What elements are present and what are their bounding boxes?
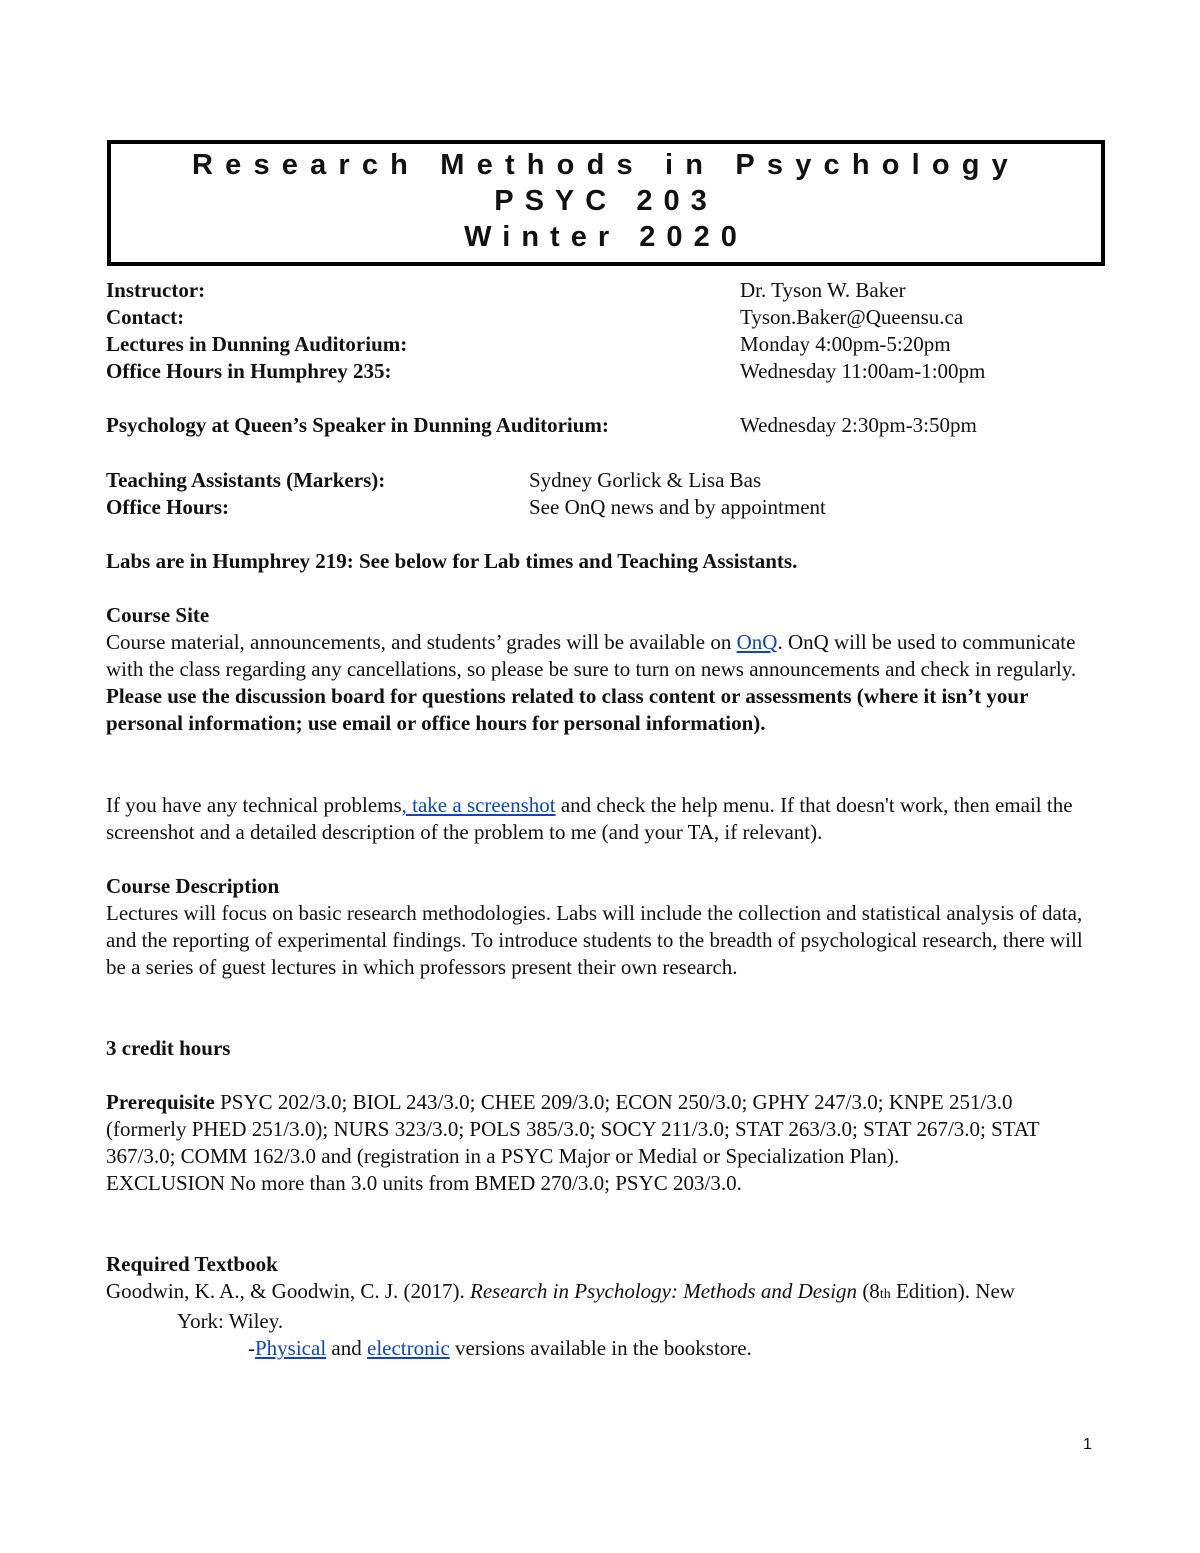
citation-publisher: York: Wiley. <box>177 1309 284 1333</box>
speaker-label: Psychology at Queen’s Speaker in Dunning Auditorium: <box>106 413 609 437</box>
speaker-row <box>106 412 1106 439</box>
course-site-text-1: Course material, announcements, and students’ grades will be available on <box>106 630 737 654</box>
prerequisite-text: PSYC 202/3.0; BIOL 243/3.0; CHEE 209/3.0; ECON 250/3.0; GPHY 247/3.0; KNPE 251/3.0 (formerly PHED 251/3.0); NURS 323/3.0; POLS 385/3.0; SOCY 211/3.0; STAT 263/3.0; STAT 267/3.0; STAT 367/3.0; COMM 162/3.0 and (registration in a PSYC Major or Medial or Specialization Plan). <box>106 1090 1040 1168</box>
citation-authors: Goodwin, K. A., & Goodwin, C. J. (2017). <box>106 1279 471 1303</box>
prerequisite-section <box>106 1089 1096 1197</box>
course-site-section <box>106 602 1096 737</box>
course-site-heading: Course Site <box>106 603 210 627</box>
course-description-heading: Course Description <box>106 874 280 898</box>
tech-text-2: and check the help menu. If that doesn't work, then email the screenshot and a detailed description of the problem to me (and your TA, if relevant). <box>106 793 1073 844</box>
speaker-time: Wednesday 2:30pm-3:50pm <box>740 413 977 437</box>
course-description-text: Lectures will focus on basic research methodologies. Labs will include the collection and statistical analysis of data, and the reporting of experimental findings. To introduce students to the breadth of psychological research, there will be a series of guest lectures in which professors present their own research. <box>106 901 1083 979</box>
availability-and: and <box>326 1336 367 1360</box>
contact-email: Tyson.Baker@Queensu.ca <box>740 305 964 329</box>
labs-note: Labs are in Humphrey 219: See below for Lab times and Teaching Assistants. <box>106 549 798 573</box>
textbook-availability <box>106 1335 1096 1362</box>
citation-title: Research in Psychology: Methods and Design <box>470 1279 858 1303</box>
course-term: Winter 2020 <box>464 221 748 253</box>
citation-edition-pre: (8 <box>857 1279 880 1303</box>
course-code: PSYC 203 <box>494 185 718 217</box>
course-title: Research Methods in Psychology <box>192 149 1020 181</box>
page-number: 1 <box>1083 1436 1092 1453</box>
physical-link[interactable]: Physical <box>255 1336 327 1360</box>
course-description-section <box>106 873 1096 981</box>
instructor-label: Instructor: <box>106 278 206 302</box>
electronic-link[interactable]: electronic <box>367 1336 450 1360</box>
ta-row <box>106 467 1106 494</box>
citation-edition-post: Edition). New <box>890 1279 1015 1303</box>
office-hours-row <box>106 358 1106 385</box>
lectures-time: Monday 4:00pm-5:20pm <box>740 332 951 356</box>
onq-link[interactable]: OnQ <box>736 630 778 654</box>
contact-label: Contact: <box>106 305 185 329</box>
textbook-heading: Required Textbook <box>106 1252 278 1276</box>
ta-office-label: Office Hours: <box>106 495 230 519</box>
instructor-value: Dr. Tyson W. Baker <box>740 278 906 302</box>
office-hours-time: Wednesday 11:00am-1:00pm <box>740 359 986 383</box>
availability-post: versions available in the bookstore. <box>449 1336 752 1360</box>
office-hours-label: Office Hours in Humphrey 235: <box>106 359 392 383</box>
course-site-paragraph <box>106 629 1096 737</box>
ta-label: Teaching Assistants (Markers): <box>106 468 386 492</box>
ta-names: Sydney Gorlick & Lisa Bas <box>529 468 762 492</box>
textbook-section <box>106 1251 1096 1362</box>
textbook-citation <box>106 1278 1096 1308</box>
prerequisite-paragraph <box>106 1089 1096 1170</box>
tech-text-1: If you have any technical problems <box>106 793 402 817</box>
citation-edition-sup: th <box>879 1287 891 1302</box>
contact-row <box>106 304 1106 331</box>
exclusion-text: EXCLUSION No more than 3.0 units from BMED 270/3.0; PSYC 203/3.0. <box>106 1171 742 1195</box>
course-site-text-2: . OnQ will be used to communicate with the class regarding any cancellations, so please be sure to turn on news announcements and check in regularly. <box>106 630 1077 681</box>
prerequisite-label: Prerequisite <box>106 1090 215 1114</box>
course-title-box <box>107 140 1105 266</box>
discussion-board-note: Please use the discussion board for questions related to class content or assessments (where it isn’t your personal information; use email or office hours for personal information). <box>106 684 1029 735</box>
lectures-label: Lectures in Dunning Auditorium: <box>106 332 408 356</box>
ta-office-row <box>106 494 1106 521</box>
lectures-row <box>106 331 1106 358</box>
instructor-row <box>106 277 1106 304</box>
tech-problems-paragraph <box>106 792 1096 846</box>
availability-dash: - <box>248 1336 255 1360</box>
ta-office-value: See OnQ news and by appointment <box>529 495 826 519</box>
credit-hours: 3 credit hours <box>106 1036 231 1060</box>
labs-note-row <box>106 548 1106 575</box>
screenshot-link[interactable]: , take a screenshot <box>401 793 556 817</box>
